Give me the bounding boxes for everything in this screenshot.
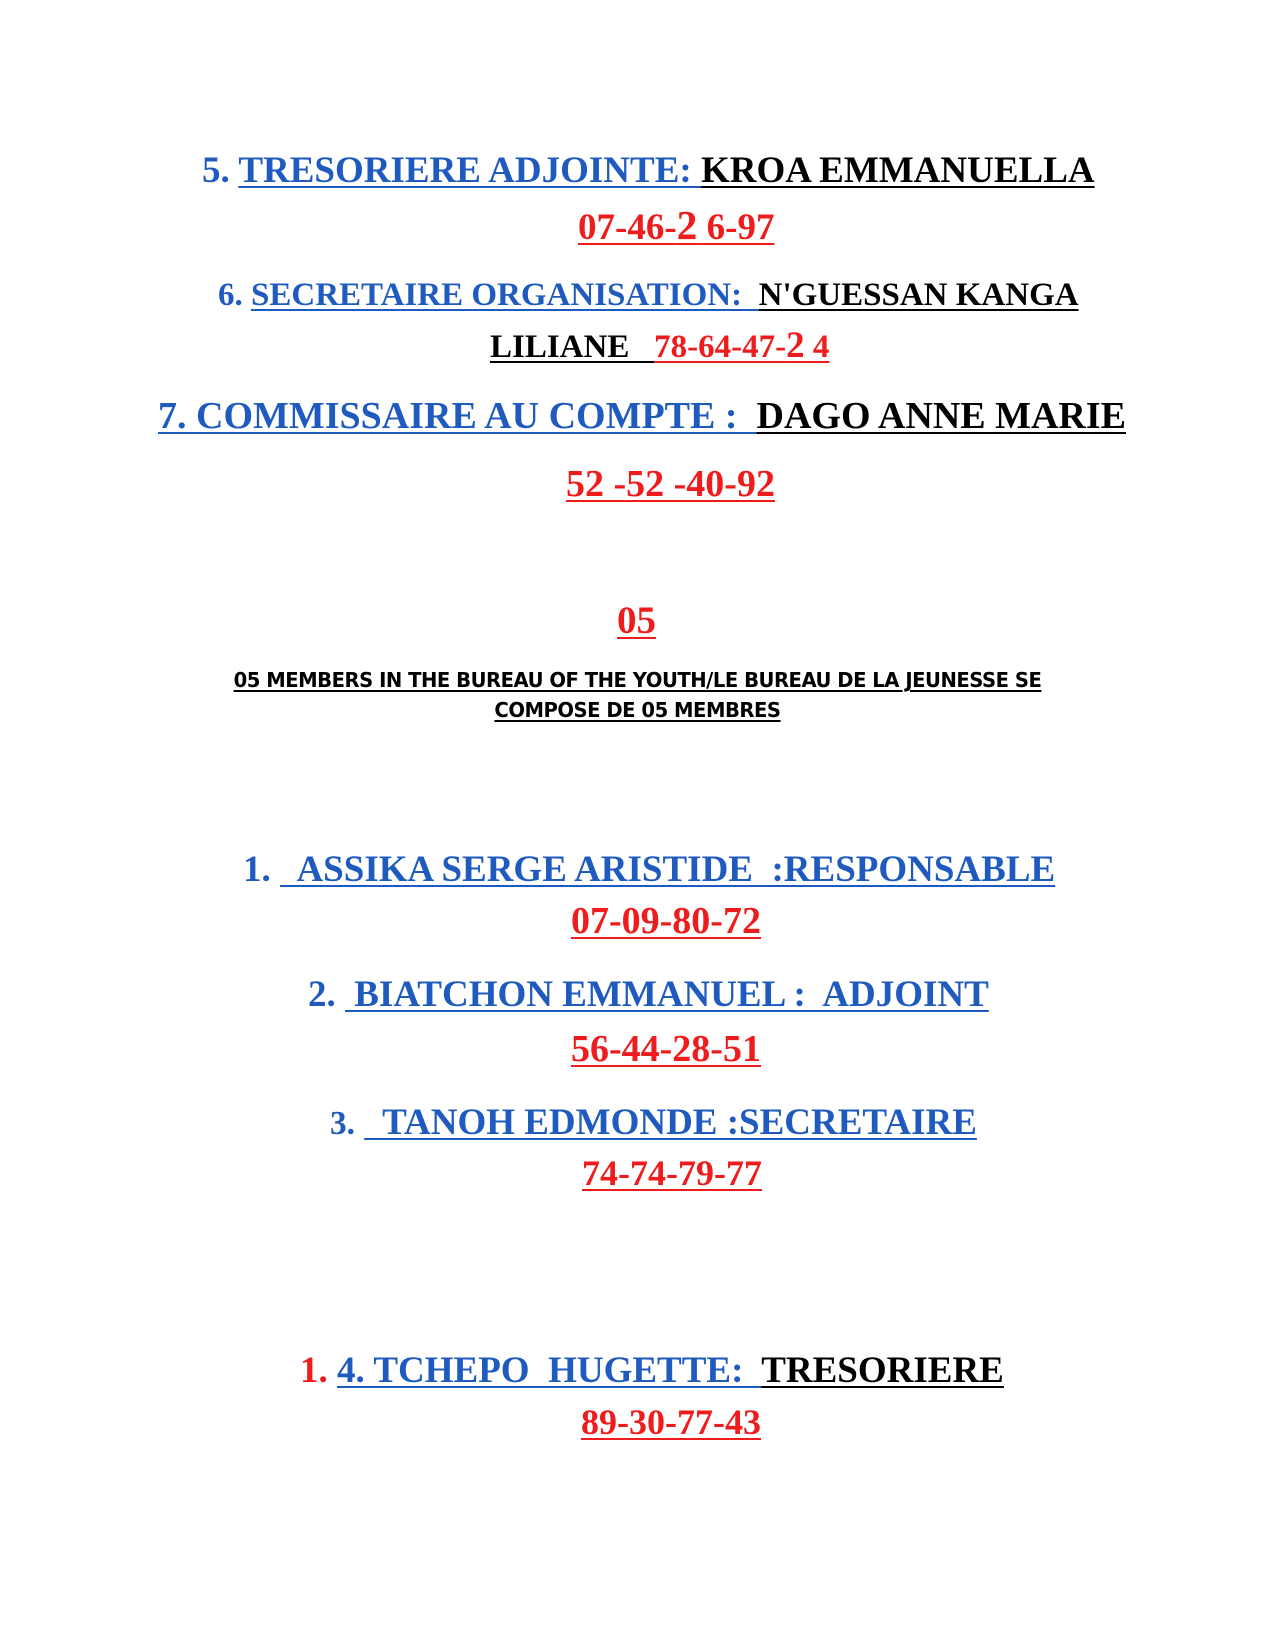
youth-member-1 (243, 851, 1055, 888)
officer-6-title: SECRETAIRE ORGANISATION: (251, 277, 759, 313)
officer-7-title: 7. COMMISSAIRE AU COMPTE : (158, 395, 757, 437)
officer-6-phone: 78-64-47-2 4 (654, 324, 830, 365)
officer-5-line (202, 152, 1095, 189)
youth-member-2-text: BIATCHON EMMANUEL : ADJOINT (345, 974, 989, 1015)
youth-member-3 (330, 1104, 977, 1141)
youth-member-4-name: 4. TCHEPO HUGETTE: (337, 1350, 762, 1391)
youth-member-1-number: 1. (243, 849, 271, 890)
officer-7-phone: 52 -52 -40-92 (566, 463, 775, 505)
youth-member-4 (300, 1352, 1004, 1389)
officer-5-title: TRESORIERE ADJOINTE: (238, 150, 701, 191)
officer-6-line-2 (490, 324, 830, 365)
youth-member-3-text: TANOH EDMONDE :SECRETAIRE (364, 1102, 977, 1143)
youth-member-2-phone: 56-44-28-51 (571, 1028, 761, 1070)
youth-member-3-phone: 74-74-79-77 (582, 1153, 762, 1193)
officer-5-number: 5. (202, 150, 230, 191)
youth-member-4-role: TRESORIERE (761, 1350, 1004, 1391)
youth-member-3-number: 3. (330, 1105, 355, 1142)
officer-6-name: N'GUESSAN KANGA (758, 277, 1079, 313)
officer-6-line (218, 279, 1079, 312)
youth-member-1-text: ASSIKA SERGE ARISTIDE :RESPONSABLE (280, 849, 1056, 890)
youth-member-1-phone: 07-09-80-72 (571, 900, 761, 942)
officer-7-line (158, 397, 1126, 435)
officer-5-phone: 07-46-2 6-97 (578, 202, 775, 248)
youth-member-2-number: 2. (308, 974, 336, 1015)
officer-6-name-2: LILIANE (490, 329, 655, 365)
youth-caption-line-2: COMPOSE DE 05 MEMBRES (494, 698, 781, 722)
youth-caption-line-1: 05 MEMBERS IN THE BUREAU OF THE YOUTH/LE BUREAU DE LA JEUNESSE SE (233, 668, 1042, 692)
youth-member-4-phone: 89-30-77-43 (581, 1402, 761, 1442)
officer-6-number: 6. (218, 277, 243, 313)
youth-count: 05 (617, 599, 656, 642)
officer-5-name: KROA EMMANUELLA (700, 150, 1095, 191)
youth-member-2 (308, 976, 989, 1013)
officer-7-name: DAGO ANNE MARIE (756, 395, 1126, 437)
youth-member-4-list-number: 1. (300, 1350, 328, 1391)
